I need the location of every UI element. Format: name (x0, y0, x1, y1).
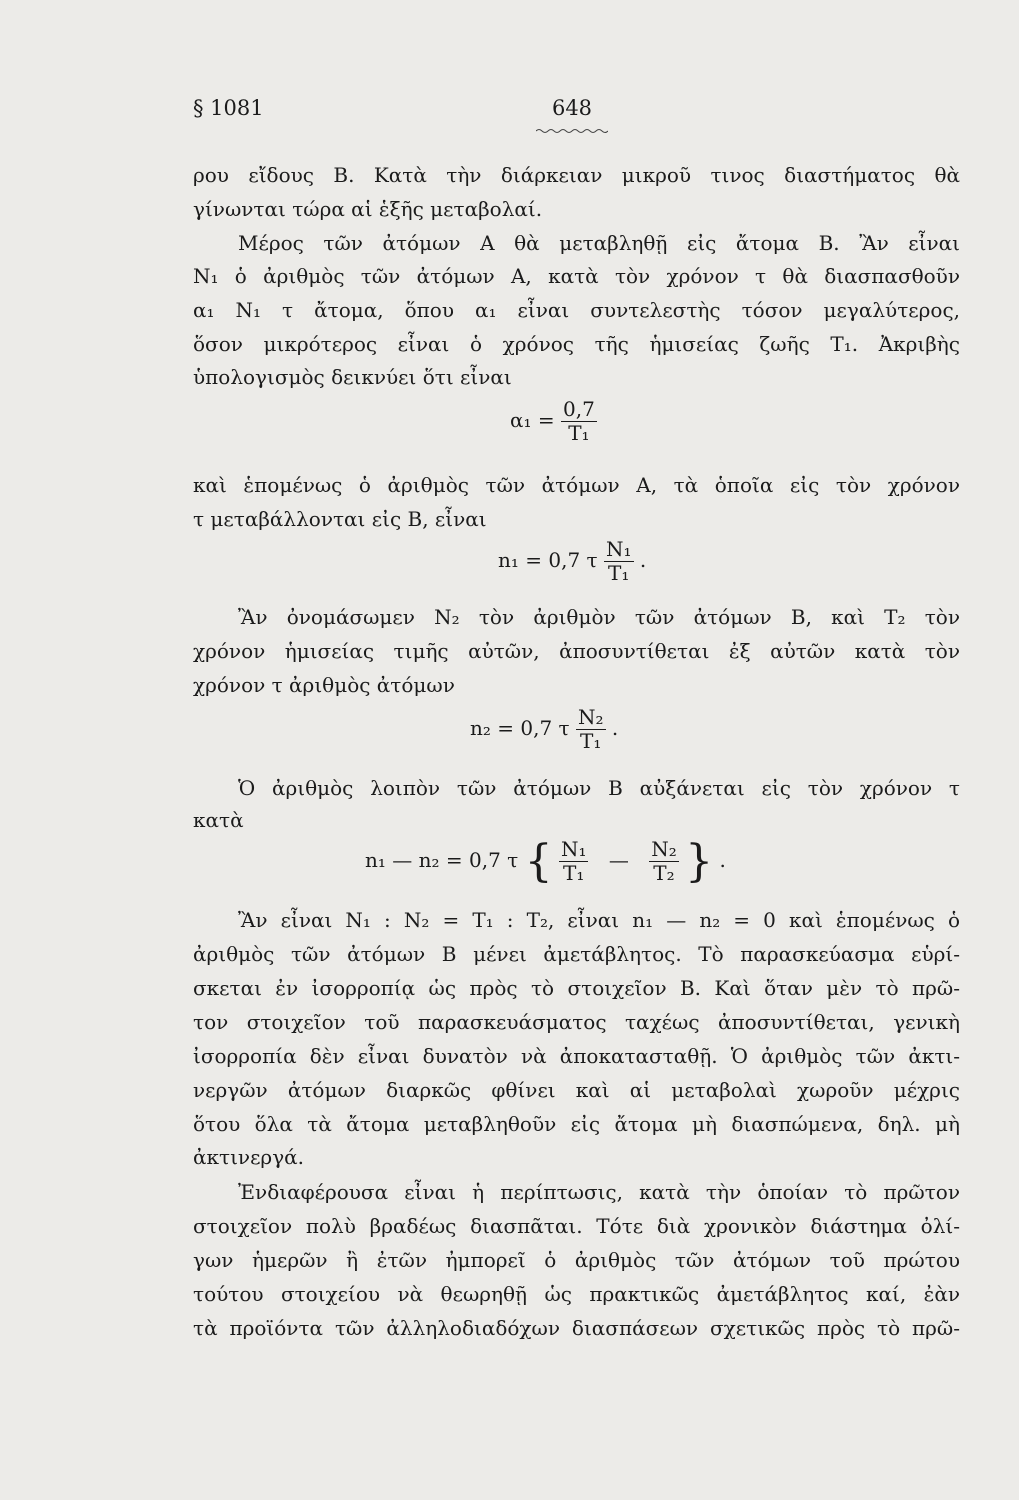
text-line: γων ἡμερῶν ἢ ἐτῶν ἠμπορεῖ ὁ ἀριθμὸς τῶν ἀτόμων τοῦ πρώτου (193, 1248, 960, 1272)
text-line: τον στοιχεῖον τοῦ παρασκευάσματος ταχέως ἀποσυντίθεται, γενικὴ (193, 1010, 960, 1034)
text-line: γίνωνται τώρα αἱ ἑξῆς μεταβολαί. (193, 197, 543, 221)
equation-lhs: n₁ — n₂ = 0,7 τ (365, 848, 519, 872)
text-line: καὶ ἑπομένως ὁ ἀριθμὸς τῶν ἀτόμων Α, τὰ ὁποῖα εἰς τὸν χρόνον (193, 473, 960, 497)
text-line: σκεται ἐν ἰσορροπίᾳ ὡς πρὸς τὸ στοιχεῖον Β. Καὶ ὅταν μὲν τὸ πρῶ- (193, 976, 960, 1000)
fraction-denominator: T₁ (563, 861, 585, 885)
equation-lhs: n₁ = 0,7 τ (498, 548, 598, 572)
fraction (561, 398, 597, 445)
equation-period: . (611, 716, 619, 740)
text-line: τ μεταβάλλονται εἰς Β, εἶναι (193, 507, 487, 531)
page-number-underline (536, 128, 608, 134)
text-line: χρόνον ἡμισείας τιμῆς αὐτῶν, ἀποσυντίθεται ἐξ αὐτῶν κατὰ τὸν (193, 639, 960, 663)
fraction-numerator: N₁ (605, 537, 632, 561)
text-line: χρόνον τ ἀριθμὸς ἀτόμων (193, 673, 455, 697)
left-brace: { (524, 835, 553, 887)
fraction-numerator: N₂ (651, 837, 677, 861)
text-line: Ἂν ὀνομάσωμεν N₂ τὸν ἀριθμὸν τῶν ἀτόμων Β, καὶ T₂ τὸν (238, 605, 960, 629)
text-line: στοιχεῖον πολὺ βραδέως διασπᾶται. Τότε διὰ χρονικὸν διάστημα ὀλί- (193, 1214, 960, 1238)
right-brace: } (685, 835, 714, 887)
text-line: ἀριθμὸς τῶν ἀτόμων Β μένει ἀμετάβλητος. Τὸ παρασκεύασμα εὑρί- (193, 942, 960, 966)
fraction (576, 706, 606, 753)
text-line: ἀκτινεργά. (193, 1145, 305, 1169)
text-line: Μέρος τῶν ἀτόμων Α θὰ μεταβληθῇ εἰς ἄτομα Β. Ἂν εἶναι (238, 231, 960, 255)
fraction-denominator: T₁ (608, 561, 630, 585)
fraction (559, 838, 589, 885)
fraction (649, 838, 679, 885)
fraction-denominator: T₂ (653, 861, 675, 885)
fraction-numerator: N₂ (577, 705, 604, 729)
text-line: κατὰ (193, 808, 244, 832)
text-line: Ὁ ἀριθμὸς λοιπὸν τῶν ἀτόμων Β αὐξάνεται εἰς τὸν χρόνον τ (238, 776, 960, 800)
text-line: Ἂν εἶναι N₁ : N₂ = T₁ : T₂, εἶναι n₁ — n₂ = 0 καὶ ἑπομένως ὁ (238, 908, 960, 932)
text-line: ὅσον μικρότερος εἶναι ὁ χρόνος τῆς ἡμισείας ζωῆς T₁. Ἀκριβὴς (193, 332, 960, 356)
text-line: α₁ N₁ τ ἄτομα, ὅπου α₁ εἶναι συντελεστὴς τόσον μεγαλύτερος, (193, 298, 960, 322)
section-number: § 1081 (193, 96, 264, 120)
equation-period: . (719, 848, 726, 872)
equation-difference (365, 835, 726, 887)
equation-lhs: α₁ = (510, 408, 555, 432)
fraction-numerator: 0,7 (563, 397, 595, 421)
equation-n2 (470, 706, 618, 753)
text-line: ὅτου ὅλα τὰ ἄτομα μεταβληθοῦν εἰς ἄτομα μὴ διασπώμενα, δηλ. μὴ (193, 1112, 960, 1136)
equation-period: . (639, 548, 647, 572)
minus-sign: — (608, 848, 629, 872)
fraction (604, 538, 634, 585)
text-line: N₁ ὁ ἀριθμὸς τῶν ἀτόμων Α, κατὰ τὸν χρόνον τ θὰ διασπασθοῦν (193, 264, 960, 288)
equation-alpha (510, 398, 597, 445)
equation-lhs: n₂ = 0,7 τ (470, 716, 570, 740)
text-line: ρου εἴδους Β. Κατὰ τὴν διάρκειαν μικροῦ τινος διαστήματος θὰ (193, 163, 960, 187)
text-line: ὑπολογισμὸς δεικνύει ὅτι εἶναι (193, 365, 512, 389)
text-line: τούτου στοιχείου νὰ θεωρηθῇ ὡς πρακτικῶς ἀμετάβλητος καί, ἐὰν (193, 1282, 960, 1306)
text-line: νεργῶν ἀτόμων διαρκῶς φθίνει καὶ αἱ μεταβολαὶ χωροῦν μέχρις (193, 1078, 960, 1102)
fraction-denominator: T₁ (580, 729, 602, 753)
page-number: 648 (551, 96, 593, 120)
fraction-denominator: T₁ (568, 421, 590, 445)
equation-n1 (498, 538, 646, 585)
text-line: Ἐνδιαφέρουσα εἶναι ἡ περίπτωσις, κατὰ τὴν ὁποίαν τὸ πρῶτον (238, 1180, 960, 1204)
text-line: ἰσορροπία δὲν εἶναι δυνατὸν νὰ ἀποκατασταθῇ. Ὁ ἀριθμὸς τῶν ἀκτι- (193, 1044, 960, 1068)
text-line: τὰ προϊόντα τῶν ἀλληλοδιαδόχων διασπάσεων σχετικῶς πρὸς τὸ πρῶ- (193, 1316, 960, 1340)
fraction-numerator: N₁ (560, 837, 587, 861)
